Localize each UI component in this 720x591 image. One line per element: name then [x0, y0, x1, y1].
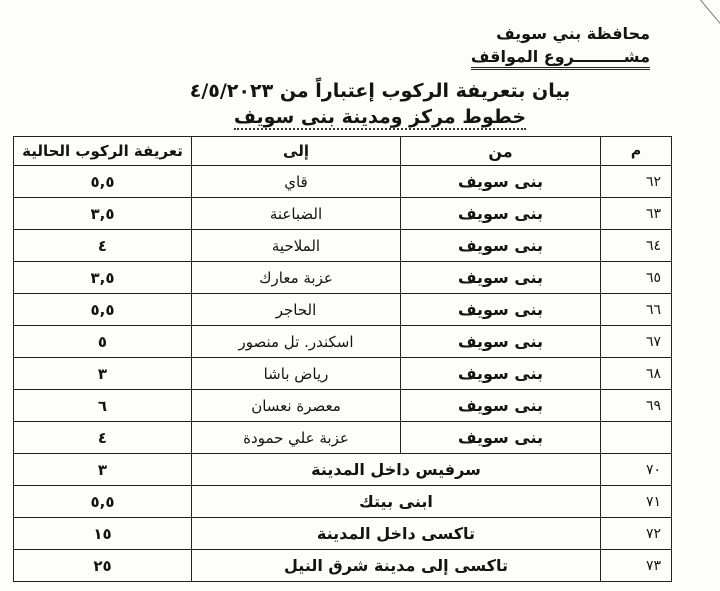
route-from: بنى سويف — [401, 198, 601, 230]
fare-value: ١٥ — [14, 518, 192, 550]
route-from: بنى سويف — [401, 390, 601, 422]
table-row — [14, 422, 672, 454]
fare-value: ٤ — [14, 422, 192, 454]
column-header-from: من — [401, 137, 601, 166]
row-number: ٧١ — [601, 486, 672, 518]
column-header-to: إلى — [192, 137, 401, 166]
fares-table — [13, 136, 672, 582]
row-number: ٦٣ — [601, 198, 672, 230]
row-number: ٦٤ — [601, 230, 672, 262]
document-subtitle: خطوط مركز ومدينة بنى سويف — [233, 106, 527, 128]
route-description: ابنى بيتك — [192, 486, 601, 518]
fare-value: ٣ — [14, 358, 192, 390]
route-from: بنى سويف — [401, 230, 601, 262]
fare-value: ٣ — [14, 454, 192, 486]
table-row — [14, 390, 672, 422]
fare-value: ٥ — [14, 326, 192, 358]
project-name: مشـــــــــروع المواقف — [471, 47, 650, 70]
row-number: ٦٩ — [601, 390, 672, 422]
route-from: بنى سويف — [401, 294, 601, 326]
table-row-merged — [14, 486, 672, 518]
route-from: بنى سويف — [401, 262, 601, 294]
table-header-row — [14, 137, 672, 166]
table-row — [14, 230, 672, 262]
route-to: رياض باشا — [192, 358, 401, 390]
column-header-fare: تعريفة الركوب الحالية — [14, 137, 192, 166]
table-row-merged — [14, 550, 672, 582]
table-row — [14, 358, 672, 390]
route-from: بنى سويف — [401, 326, 601, 358]
table-row — [14, 294, 672, 326]
route-to: اسكندر. تل منصور — [192, 326, 401, 358]
page-corner-mark — [700, 0, 720, 30]
fare-value: ٢٥ — [14, 550, 192, 582]
fare-value: ٥,٥ — [14, 294, 192, 326]
governorate-name: محافظة بني سويف — [496, 24, 650, 43]
route-to: معصرة نعسان — [192, 390, 401, 422]
table-row — [14, 166, 672, 198]
fare-value: ٥,٥ — [14, 486, 192, 518]
fare-value: ٦ — [14, 390, 192, 422]
table-row-merged — [14, 454, 672, 486]
table-row — [14, 262, 672, 294]
row-number: ٦٧ — [601, 326, 672, 358]
route-to: الحاجر — [192, 294, 401, 326]
fare-value: ٥,٥ — [14, 166, 192, 198]
route-to: الملاحية — [192, 230, 401, 262]
row-number: ٦٨ — [601, 358, 672, 390]
row-number: ٦٥ — [601, 262, 672, 294]
route-description: تاكسى إلى مدينة شرق النيل — [192, 550, 601, 582]
route-to: قاي — [192, 166, 401, 198]
table-row — [14, 326, 672, 358]
column-header-no: م — [601, 137, 672, 166]
document-title: بيان بتعريفة الركوب إعتباراً من ٤/٥/٢٠٢٣ — [189, 80, 571, 102]
row-number: ٧٢ — [601, 518, 672, 550]
row-number: ٦٢ — [601, 166, 672, 198]
route-to: عزبة معارك — [192, 262, 401, 294]
route-to: الضباعنة — [192, 198, 401, 230]
table-row — [14, 198, 672, 230]
route-from: بنى سويف — [401, 422, 601, 454]
document-header — [471, 24, 650, 70]
table-row-merged — [14, 518, 672, 550]
row-number: ٧٣ — [601, 550, 672, 582]
route-from: بنى سويف — [401, 166, 601, 198]
route-to: عزبة علي حمودة — [192, 422, 401, 454]
route-description: سرفيس داخل المدينة — [192, 454, 601, 486]
fare-value: ٣,٥ — [14, 198, 192, 230]
row-number — [601, 422, 672, 454]
row-number: ٦٦ — [601, 294, 672, 326]
route-from: بنى سويف — [401, 358, 601, 390]
fare-value: ٤ — [14, 230, 192, 262]
fare-value: ٣,٥ — [14, 262, 192, 294]
row-number: ٧٠ — [601, 454, 672, 486]
route-description: تاكسى داخل المدينة — [192, 518, 601, 550]
